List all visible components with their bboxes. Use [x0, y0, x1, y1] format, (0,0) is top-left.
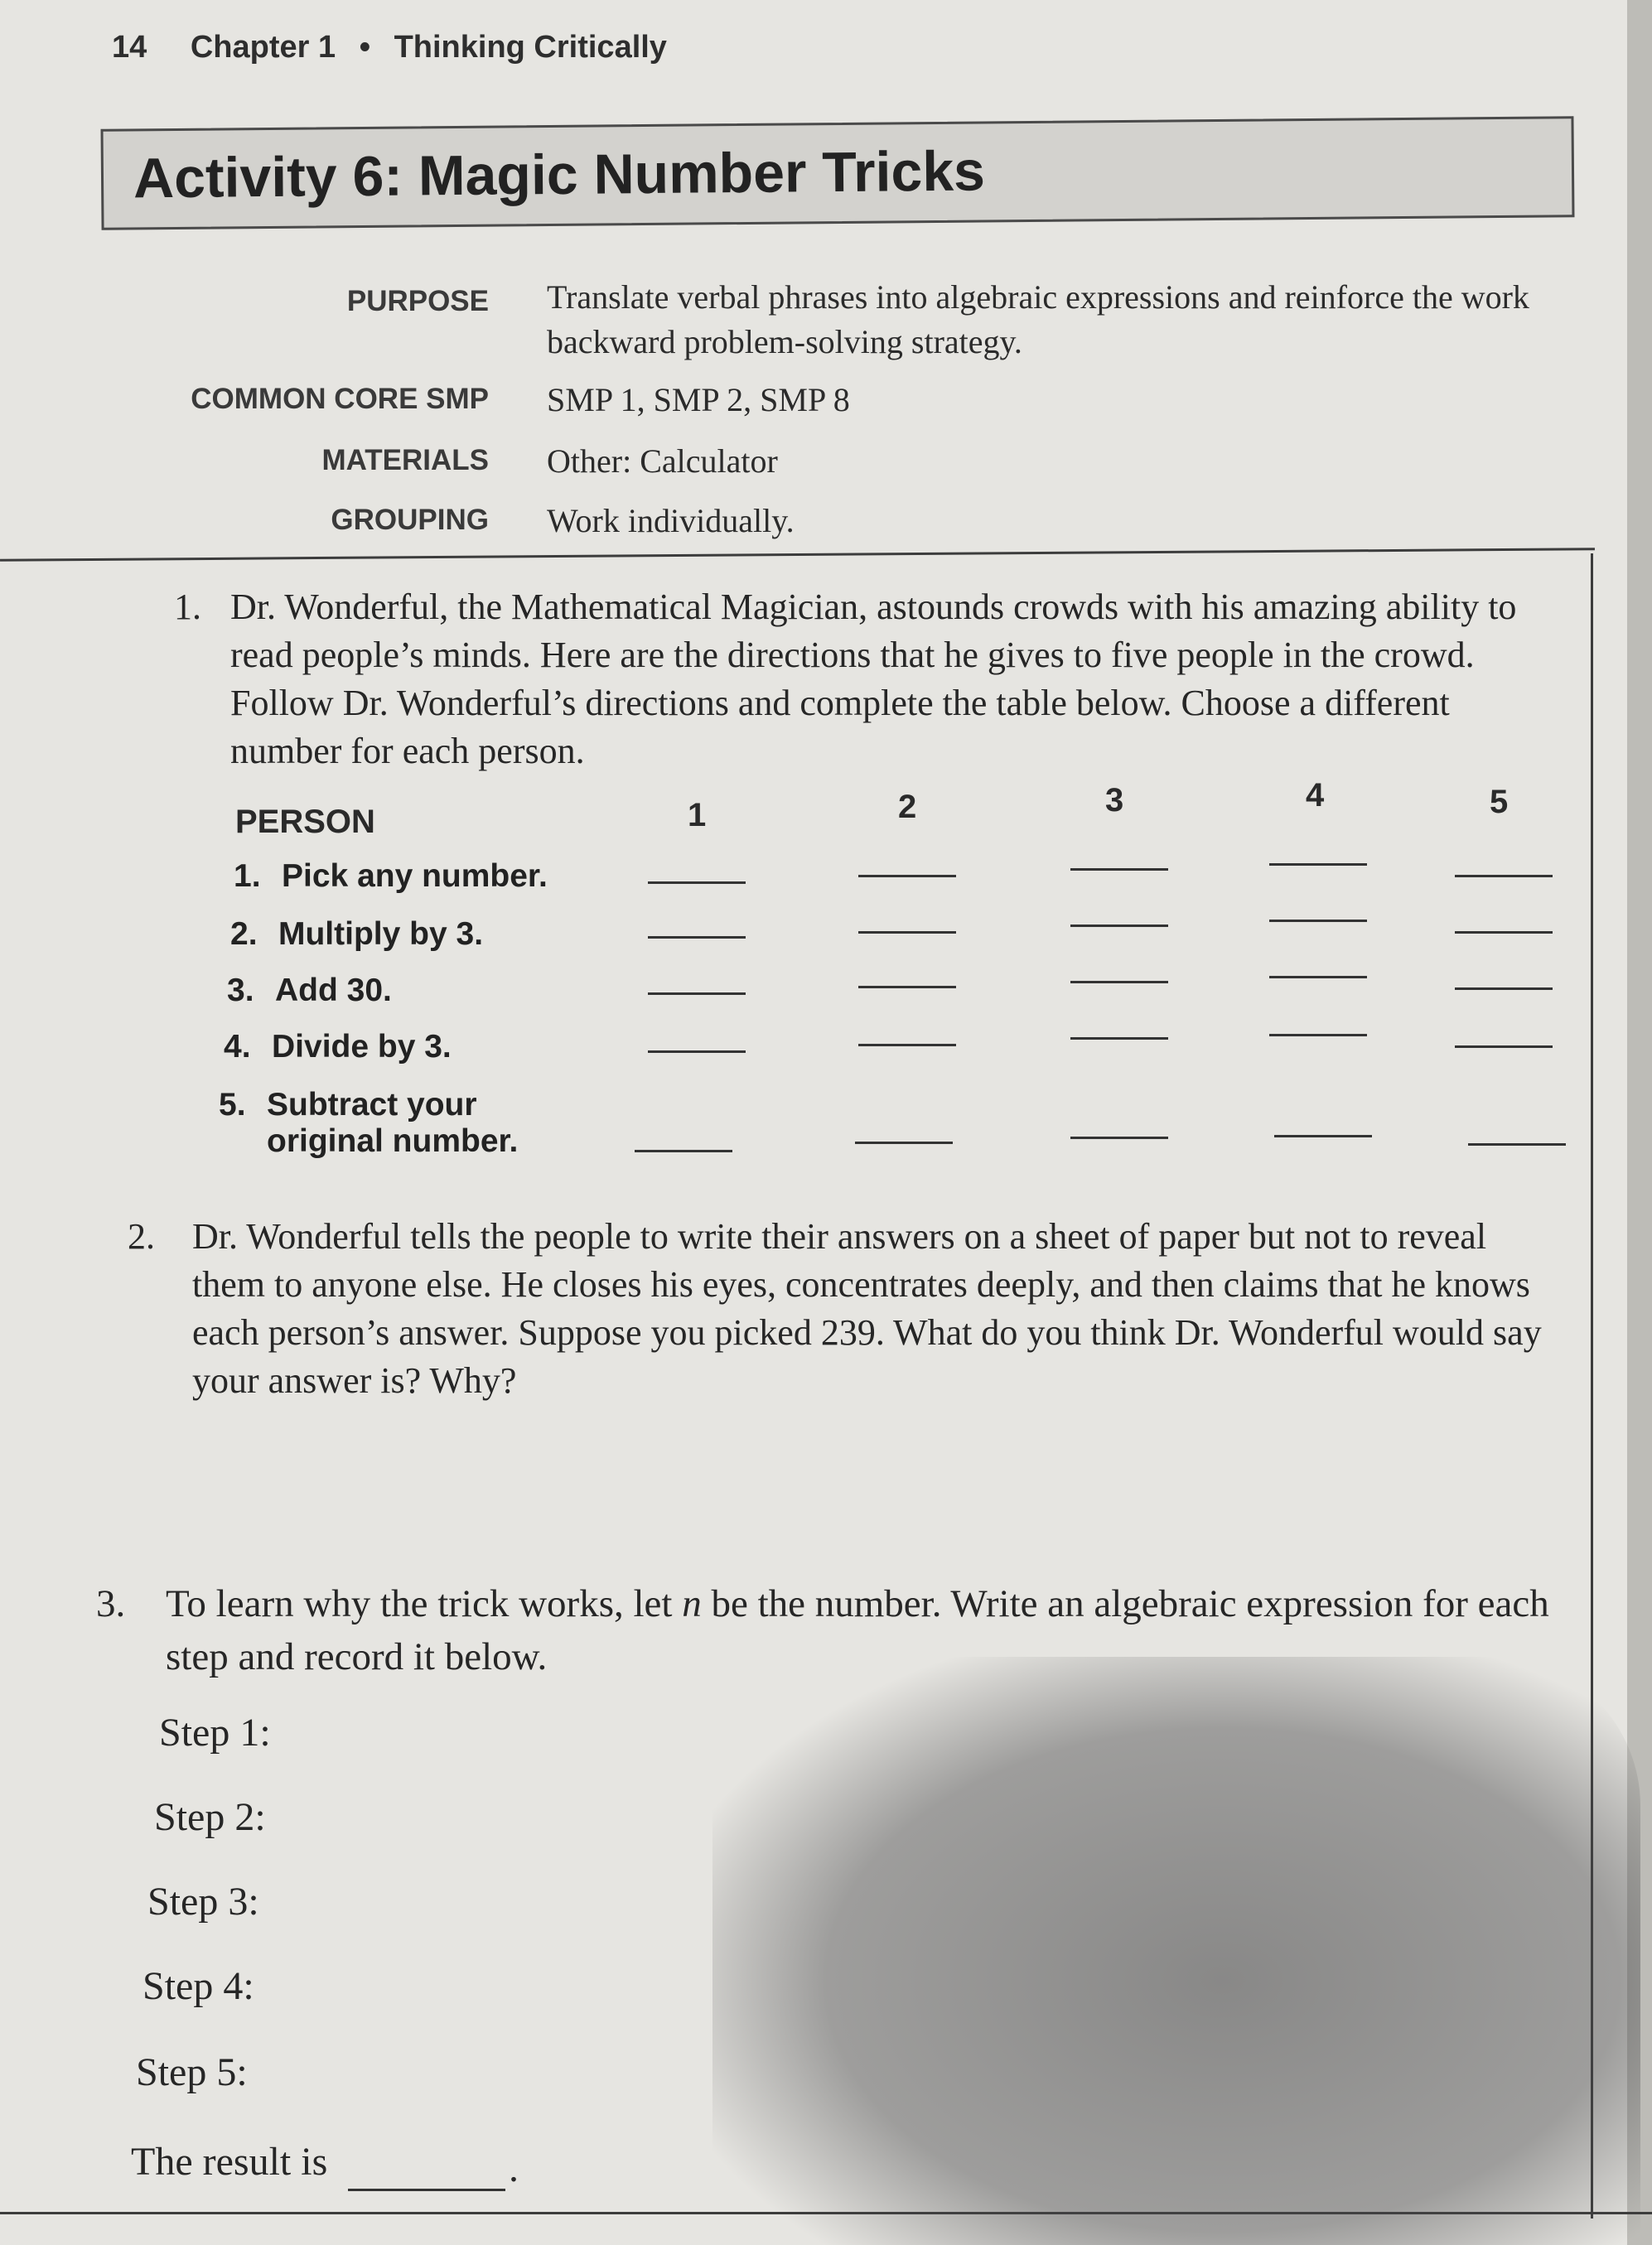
row-number: 1.: [234, 858, 261, 894]
table-row-label: [219, 1087, 518, 1160]
row-text: Subtract your: [267, 1087, 477, 1122]
answer-blank[interactable]: [1269, 920, 1367, 922]
step-2-label: Step 2:: [154, 1795, 266, 1839]
table-column-header: 3: [1105, 782, 1124, 818]
answer-blank[interactable]: [858, 875, 956, 877]
question-number: 1.: [174, 587, 201, 627]
meta-label: MATERIALS: [321, 444, 489, 476]
question-1: [174, 583, 1556, 775]
meta-value: SMP 1, SMP 2, SMP 8: [547, 381, 850, 418]
answer-blank[interactable]: [858, 1044, 956, 1046]
answer-blank[interactable]: [648, 992, 746, 995]
row-text: Add 30.: [275, 973, 392, 1008]
step-4-label: Step 4:: [142, 1964, 254, 2008]
meta-label: PURPOSE: [346, 285, 489, 317]
row-text: Pick any number.: [282, 858, 548, 894]
answer-blank[interactable]: [648, 1050, 746, 1053]
running-header: [112, 30, 667, 65]
row-text: Divide by 3.: [272, 1029, 452, 1065]
variable-n: n: [682, 1582, 702, 1625]
table-row-label: [234, 858, 548, 895]
table-column-header: 5: [1490, 784, 1509, 820]
table-column-header: 2: [898, 789, 917, 825]
answer-blank[interactable]: [1269, 863, 1367, 866]
question-text-continued: be the number. Write an algebraic expression for each step and record it below.: [166, 1582, 1549, 1678]
table-row-label: [227, 973, 392, 1009]
result-label: The result is: [131, 2140, 328, 2184]
hand-shadow: [712, 1657, 1640, 2245]
answer-blank[interactable]: [858, 931, 956, 934]
row-number: 2.: [230, 916, 258, 952]
table-row-label: [230, 916, 483, 953]
answer-blank[interactable]: [1070, 1037, 1168, 1040]
result-blank[interactable]: [348, 2189, 505, 2191]
answer-blank[interactable]: [1455, 875, 1553, 877]
answer-blank[interactable]: [648, 881, 746, 884]
meta-row-purpose: [0, 278, 1652, 360]
step-5-label: Step 5:: [136, 2050, 248, 2094]
question-number: 3.: [96, 1582, 126, 1625]
table-row-label: [224, 1029, 452, 1065]
step-3-label: Step 3:: [147, 1880, 259, 1924]
row-text-continued: original number.: [267, 1123, 519, 1159]
meta-value: Work individually.: [547, 502, 795, 539]
meta-value: Other: Calculator: [547, 442, 778, 480]
answer-blank[interactable]: [1269, 1034, 1367, 1036]
header-bullet: •: [359, 30, 370, 65]
question-2: [128, 1213, 1559, 1405]
meta-label: COMMON CORE SMP: [191, 383, 489, 415]
section-label: Thinking Critically: [394, 30, 667, 65]
question-text: To learn why the trick works, let: [166, 1582, 683, 1625]
meta-label: GROUPING: [331, 504, 489, 536]
chapter-label: Chapter 1: [190, 30, 336, 65]
page-number: 14: [112, 30, 147, 65]
answer-blank[interactable]: [635, 1150, 732, 1152]
answer-blank[interactable]: [1070, 925, 1168, 927]
question-text: Dr. Wonderful tells the people to write their answers on a sheet of paper but not to reveal them to anyone else. He closes his eyes, concentrates deeply, and then claims that he knows each person’s answer. Suppose you picked 239. What do you think Dr. Wonderful would say your answer is? Why?: [192, 1216, 1542, 1401]
row-number: 5.: [219, 1087, 246, 1122]
table-header-person: PERSON: [235, 804, 375, 840]
answer-blank[interactable]: [1468, 1143, 1566, 1146]
row-text: Multiply by 3.: [278, 916, 484, 952]
activity-title: Activity 6: Magic Number Tricks: [133, 139, 986, 210]
answer-blank[interactable]: [1070, 1137, 1168, 1139]
answer-blank[interactable]: [648, 936, 746, 939]
meta-value: Translate verbal phrases into algebraic expressions and reinforce the work backward problem-solving strategy.: [547, 278, 1529, 360]
table-column-header: 1: [688, 797, 707, 833]
row-number: 3.: [227, 973, 254, 1008]
activity-title-box: [101, 116, 1575, 230]
answer-blank[interactable]: [1455, 931, 1553, 934]
row-number: 4.: [224, 1029, 251, 1065]
table-column-header: 4: [1306, 777, 1325, 814]
step-1-label: Step 1:: [159, 1711, 271, 1755]
answer-blank[interactable]: [1070, 981, 1168, 983]
answer-blank[interactable]: [1070, 868, 1168, 871]
question-text: Dr. Wonderful, the Mathematical Magician, astounds crowds with his amazing ability to read people’s minds. Here are the directions that he gives to five people in the crowd. Follow Dr. Wonderful’s directions and complete the table below. Choose a different number for each person.: [230, 587, 1517, 771]
answer-blank[interactable]: [1455, 1045, 1553, 1048]
answer-blank[interactable]: [855, 1142, 953, 1144]
answer-blank[interactable]: [858, 986, 956, 988]
meta-row-grouping: [0, 504, 1652, 570]
answer-blank[interactable]: [1274, 1135, 1372, 1137]
answer-blank[interactable]: [1455, 987, 1553, 990]
question-number: 2.: [128, 1216, 155, 1257]
result-period: .: [509, 2146, 519, 2190]
answer-blank[interactable]: [1269, 976, 1367, 978]
